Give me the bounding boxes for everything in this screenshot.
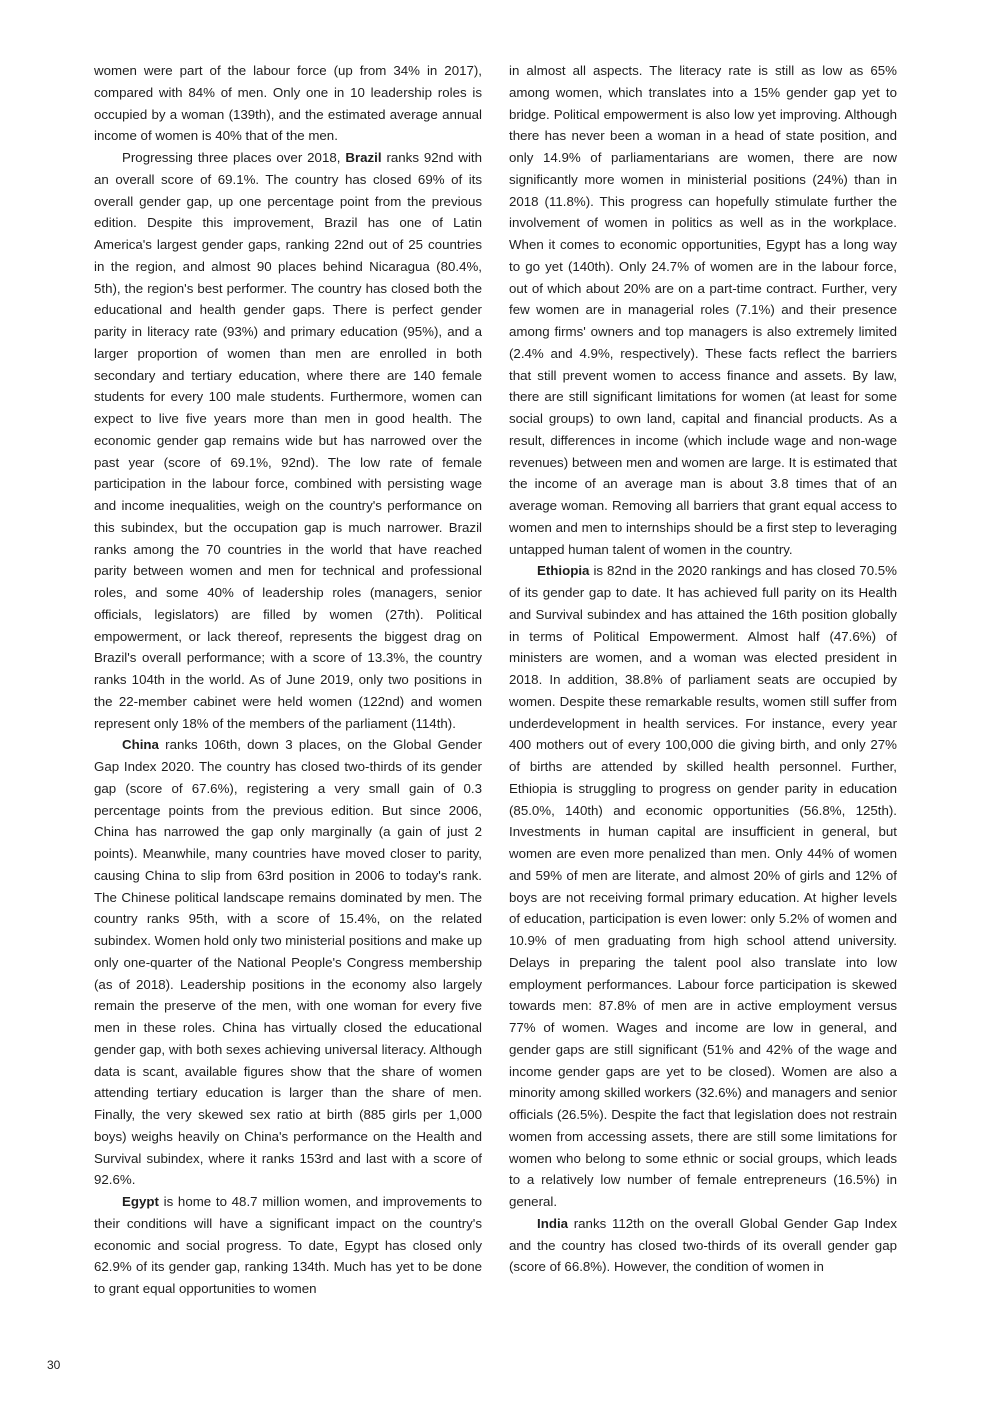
paragraph-intro-continued: women were part of the labour force (up from 34% in 2017), compared with 84% of men. Only one in 10 leadership roles is occupied by a woman (139th), and the estimated average annual income of women is 40% that of the men. [94,63,482,144]
country-name-brazil: Brazil [345,150,382,165]
country-name-india: India [537,1215,569,1231]
right-column [509,60,897,1278]
paragraph-india: India ranks 112th on the overall Global Gender Gap Index and the country has closed two-thirds of its overall gender gap (score of 66.8%). However, the condition of women in [509,1215,897,1275]
page-number: 30 [47,1358,61,1372]
paragraph-egypt: Egypt is home to 48.7 million women, and improvements to their conditions will have a significant impact on the country's economic and social progress. To date, Egypt has closed only 62.9% of its gender gap, ranking 134th. Much has yet to be done to grant equal opportunities to women [94,1194,482,1296]
country-name-ethiopia: Ethiopia [537,563,590,579]
paragraph-ethiopia: Ethiopia is 82nd in the 2020 rankings and has closed 70.5% of its gender gap to date. It has achieved full parity on its Health and Survival subindex and has attained the 16th position globally in terms of Political Empowerment. Almost half (47.6%) of ministers are women, and a woman was elected president in 2018. In addition, 38.8% of parliament seats are occupied by women. Despite these remarkable results, women still suffer from underdevelopment in health services. For instance, every year 400 mothers out of every 100,000 die giving birth, and only 27% of births are attended by skilled health personnel. Further, Ethiopia is struggling to progress on gender parity in education (85.0%, 140th) and economic opportunities (56.8%, 125th). Investments in human capital are insufficient in general, but women are even more penalized than men. Only 44% of women and 59% of men are literate, and almost 20% of girls and 12% of boys are not receiving formal primary education. At higher levels of education, participation is even lower: only 5.2% of women and 10.9% of men graduating from high school attend university. Delays in preparing the talent pool also translate into low employment performances. Labour force participation is skewed towards men: 87.8% of men are in active employment versus 77% of women. Wages and income are low in general, and gender gaps are still significant (51% and 42% of the wage and income gender gaps are yet to be closed). Women are also a minority among skilled workers (32.6%) and managers and senior officials (26.5%). Despite the fact that legislation does not restrain women from accessing assets, there are still some limitations for women who belong to some ethnic or social groups, which leads to a relatively low number of female entrepreneurs (16.5%) in general. [509,563,897,1209]
paragraph-egypt-continued: in almost all aspects. The literacy rate is still as low as 65% among women, which translates into a 15% gender gap yet to bridge. Political empowerment is also low yet improving. Although there has never been a woman in a head of state position, and only 14.9% of parliamentarians are women, there are now significantly more women in ministerial positions (24%) than in 2018 (11.8%). This progress can hopefully stimulate further the involvement of women in politics as well as in the workplace. When it comes to economic opportunities, Egypt has a long way to go yet (140th). Only 24.7% of women are in the labour force, out of which about 20% are on a part-time contract. Further, very few women are in managerial roles (7.1%) and their presence among firms' owners and top managers is also extremely limited (2.4% and 4.9%, respectively). These facts reflect the barriers that still prevent women to access finance and assets. By law, there are still significant limitations for women (at least for some social groups) to own land, capital and financial products. As a result, differences in income (which include wage and non-wage revenues) between men and women are large. It is estimated that the income of an average man is about 3.8 times that of an average woman. Removing all barriers that grant equal access to women and men to internships should be a first step to leveraging untapped human talent of women in the country. [509,63,897,557]
country-name-egypt: Egypt [122,1194,159,1209]
country-name-china: China [122,737,159,753]
left-column [94,60,482,1300]
paragraph-brazil: Progressing three places over 2018, Brazil ranks 92nd with an overall score of 69.1%. The country has closed 69% of its overall gender gap, up one percentage point from the previous edition. Despite this improvement, Brazil has one of Latin America's largest gender gaps, ranking 22nd out of 25 countries in the region, and almost 90 places behind Nicaragua (80.4%, 5th), the region's best performer. The country has closed both the educational and health gender gaps. There is perfect gender parity in literacy rate (93%) and primary education (95%), and a larger proportion of women than men are enrolled in both secondary and tertiary education, where there are 140 female students for every 100 male students. Furthermore, women can expect to live five years more than men in good health. The economic gender gap remains wide but has narrowed over the past year (score of 69.1%, 92nd). The low rate of female participation in the labour force, combined with persisting wage and income inequalities, weigh on the country's performance on this subindex, but the occupation gap is much narrower. Brazil ranks among the 70 countries in the world that have reached parity between women and men for technical and professional roles, and some 40% of leadership roles (managers, senior officials, legislators) are filled by women (27th). Political empowerment, or lack thereof, represents the biggest drag on Brazil's overall performance; with a score of 13.3%, the country ranks 104th in the world. As of June 2019, only two positions in the 22-member cabinet were held women (122nd) and women represent only 18% of the members of the parliament (114th). [94,150,483,731]
paragraph-china: China ranks 106th, down 3 places, on the Global Gender Gap Index 2020. The country has closed two-thirds of its gender gap (score of 67.6%), registering a very small gain of 0.3 percentage points from the previous edition. But since 2006, China has narrowed the gap only marginally (a gain of just 2 points). Meanwhile, many countries have moved closer to parity, causing China to slip from 63rd position in 2006 to today's rank. The Chinese political landscape remains dominated by men. The country ranks 95th, with a score of 15.4%, on the related subindex. Women hold only two ministerial positions and make up only one-quarter of the National People's Congress membership (as of 2018). Leadership positions in the economy also largely remain the preserve of the men, with one woman for every five men in these roles. China has virtually closed the educational gender gap, with both sexes achieving universal literacy. Although data is scant, available figures show that the share of women attending tertiary education is larger than the share of men. Finally, the very skewed sex ratio at birth (885 girls per 1,000 boys) weighs heavily on China's performance on the Health and Survival subindex, where it ranks 153rd and last with a score of 92.6%. [94,737,482,1188]
